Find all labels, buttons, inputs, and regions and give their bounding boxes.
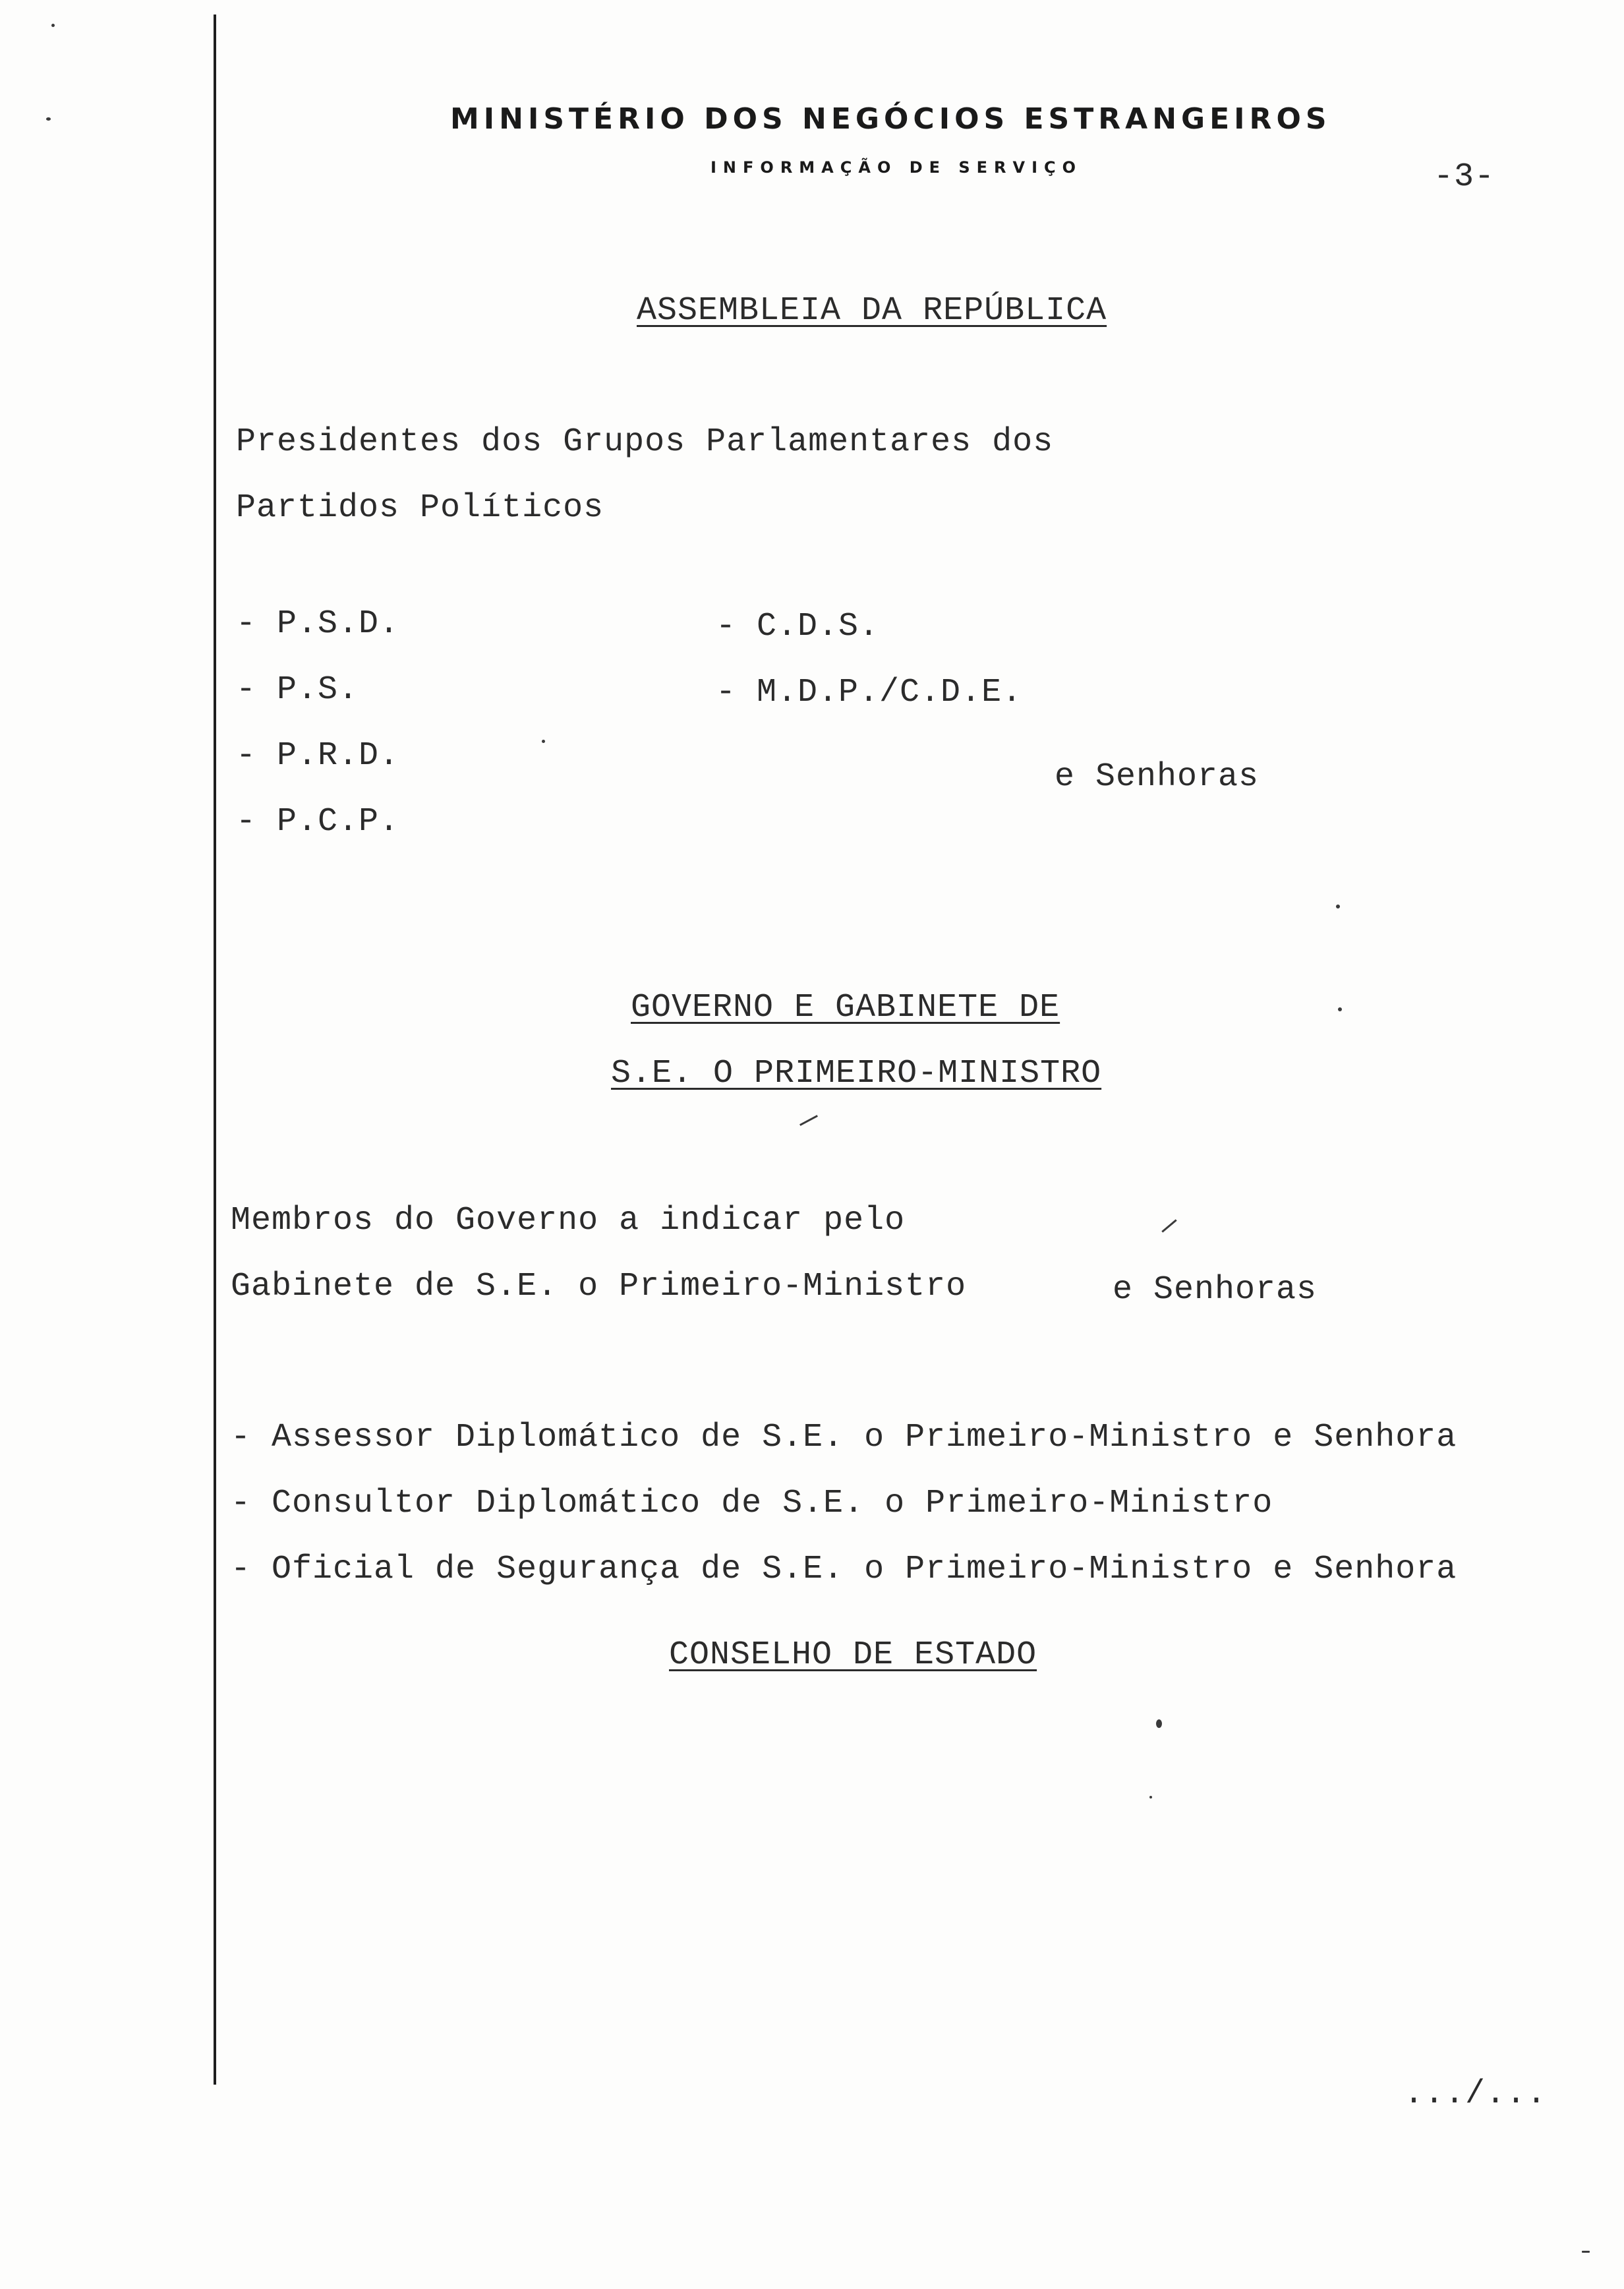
party-ps: - P.S. — [236, 671, 359, 709]
governo-members-line-2: Gabinete de S.E. o Primeiro-Ministro — [231, 1268, 967, 1305]
scan-speck — [1336, 905, 1340, 908]
governo-heading-line-1: GOVERNO E GABINETE DE — [631, 989, 1060, 1026]
scan-speck — [1582, 2251, 1590, 2253]
governo-spouses: e Senhoras — [1113, 1271, 1318, 1309]
stray-pen-tick — [799, 1115, 818, 1126]
scan-speck — [51, 24, 55, 27]
ministry-letterhead: MINISTÉRIO DOS NEGÓCIOS ESTRANGEIROS — [450, 102, 1331, 136]
party-cds: - C.D.S. — [716, 608, 880, 645]
continuation-mark: .../... — [1404, 2075, 1548, 2113]
service-information-subtitle: INFORMAÇÃO DE SERVIÇO — [710, 158, 1083, 177]
governo-item-oficial: - Oficial de Segurança de S.E. o Primeiro-Ministro e Senhora — [231, 1551, 1457, 1588]
party-psd: - P.S.D. — [236, 605, 400, 643]
assembleia-heading: ASSEMBLEIA DA REPÚBLICA — [637, 292, 1107, 330]
stray-pen-tick — [1161, 1219, 1176, 1232]
page-number: -3- — [1434, 158, 1495, 196]
assembleia-spouses: e Senhoras — [1055, 758, 1260, 796]
scan-speck — [1338, 1007, 1342, 1011]
scan-speck — [542, 740, 545, 743]
scan-speck — [1156, 1719, 1162, 1728]
governo-heading-line-2: S.E. O PRIMEIRO-MINISTRO — [611, 1055, 1102, 1092]
conselho-heading: CONSELHO DE ESTADO — [669, 1636, 1037, 1674]
party-pcp: - P.C.P. — [236, 803, 400, 841]
party-prd: - P.R.D. — [236, 737, 400, 775]
left-margin-rule — [214, 15, 216, 2085]
governo-item-consultor: - Consultor Diplomático de S.E. o Primeiro-Ministro — [231, 1485, 1273, 1522]
party-mdp-cde: - M.D.P./C.D.E. — [716, 674, 1023, 711]
governo-item-assessor: - Assessor Diplomático de S.E. o Primeiro-Ministro e Senhora — [231, 1419, 1457, 1456]
assembleia-intro-line-1: Presidentes dos Grupos Parlamentares dos — [236, 423, 1054, 461]
scan-speck — [46, 117, 51, 121]
scan-speck — [1149, 1796, 1152, 1798]
governo-members-line-1: Membros do Governo a indicar pelo — [231, 1202, 906, 1239]
assembleia-intro-line-2: Partidos Políticos — [236, 489, 604, 527]
